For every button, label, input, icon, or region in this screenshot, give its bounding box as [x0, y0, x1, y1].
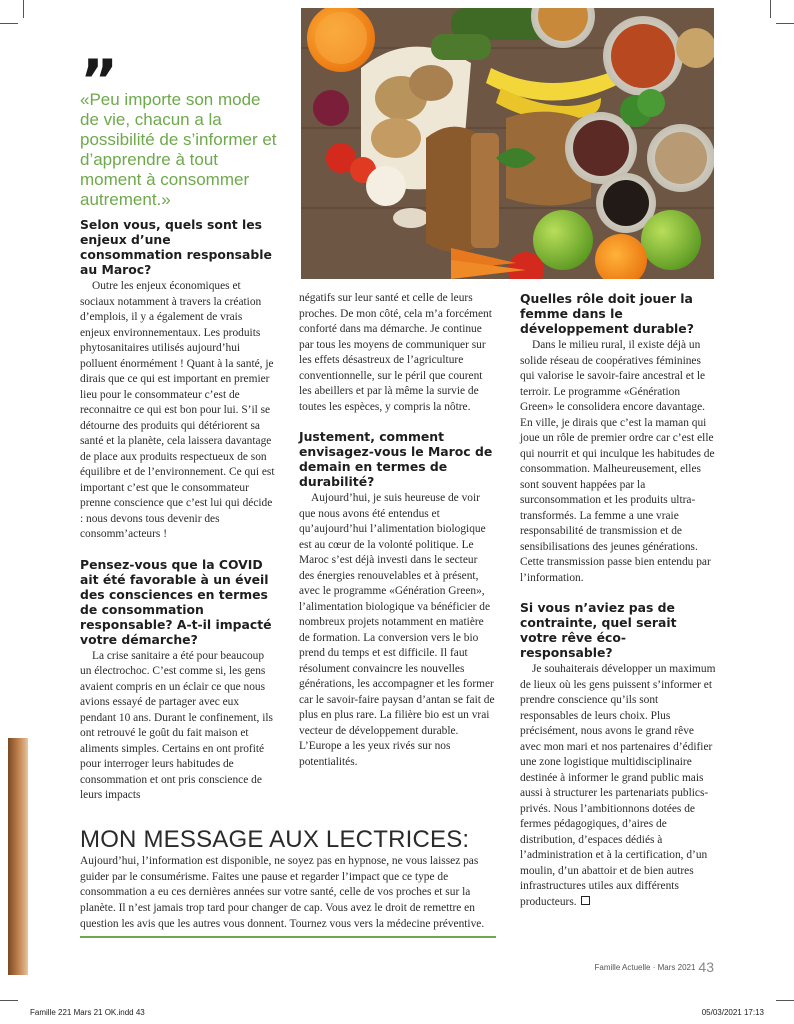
answer-paragraph: [520, 662, 716, 910]
pull-quote: «Peu importe son mode de vie, chacun a la possibilité de s’informer et d’apprendre à tout moment à consommer autrement.»: [80, 90, 277, 209]
magazine-name: Famille Actuelle · Mars 2021: [594, 963, 696, 972]
question-heading: Pensez-vous que la COVID ait été favorable à un éveil des consciences en termes de consommation responsable? A-t-il impacté votre démarche?: [80, 556, 272, 647]
food-photo: [301, 8, 714, 279]
crop-mark: [770, 0, 771, 18]
column-2: [299, 291, 495, 770]
adjacent-page-image: [8, 738, 28, 975]
crop-mark: [0, 1000, 18, 1001]
message-box: [80, 826, 496, 938]
answer-paragraph-continued: négatifs sur leur santé et celle de leurs proches. De mon côté, cela m’a forcément conforté dans ma démarche. Je continue par tous les moyens de communiquer sur les effets désastreux de l’agriculture conventionnelle, sur le péril que courent les abeillers et par là même la survie de toutes les espèces, y compris la nôtre.: [299, 292, 492, 413]
answer-paragraph: Dans le milieu rural, il existe déjà un solide réseau de coopératives féminines qui valorise le savoir-faire ancestral et le terroir. Le programme «Génération Green» le consolidera encore davantage. En ville, je dirais que c’est la maman qui joue un rôle de premier ordre car c’est elle qui nourrit et qui inculque les habitudes de consommation. Malheureusement, elles sont souvent happées par la surconsommation et les produits ultra-transformés. La femme a une vraie responsabilité de transmission et de sensibilisations des jeunes générations. Cette transmission passe bien entendu par l’information.: [520, 339, 715, 584]
column-3: [520, 291, 716, 910]
column-1: [80, 217, 275, 804]
question-heading: Quelles rôle doit jouer la femme dans le développement durable?: [520, 291, 694, 336]
question-heading: Si vous n’aviez pas de contrainte, quel serait votre rêve éco-responsable?: [520, 600, 677, 660]
print-slug-datetime: 05/03/2021 17:13: [701, 1008, 764, 1017]
answer-text: Je souhaiterais développer un maximum de lieux où les gens puissent s’informer et prendre conscience qu’ils sont responsables de leurs choix. Plus précisément, nous avons le grand rêve avec mon mari et nos partenaires d’édifier une zone logistique multidisciplinaire destinée à informer le grand public mais aussi à structurer les partenariats publics-privés. Nous l’ambitionnons dotées de fermes pédagogiques, d’aires de distribution, d’espaces dédiés à l’administration et à la certification, d’un moulin, d’un abattoir et de bien autres infrastructures utiles aux différents producteurs.: [520, 663, 716, 908]
end-of-article-icon: [581, 896, 590, 905]
message-text: Aujourd’hui, l’information est disponible, ne soyez pas en hypnose, ne vous laissez pas guider par le consumérisme. Faites une pause et regarder l’impact que ce type de consommation a eu ces dernières années sur votre santé, celle de vos proches et sur la planète. Il n’est jamais trop tard pour changer de cap. Vous avez le droit de remettre en question les avis que les autres vous donnent. Tournez vous vers la médecine préventive.: [80, 855, 485, 930]
crop-mark: [776, 1000, 794, 1001]
answer-paragraph: La crise sanitaire a été pour beaucoup un électrochoc. C’est comme si, les gens avaient compris en un éclair ce que nous avions essayé de partager avec eux pendant 10 ans. Durant le confinement, ils ont retrouvé le goût du fait maison et aliments simples. Certains en ont profité pour interroger leurs habitudes de consommation et ont pris conscience de leurs impacts: [80, 649, 273, 801]
quote-mark-icon: ”: [80, 47, 115, 115]
answer-paragraph: Outre les enjeux économiques et sociaux notamment à travers la création d’emplois, il y a également de vrais enjeux environnementaux. Les produits phytosanitaires utilisés aujourd’hui polluent énormément ! Quant à la santé, je dirais que ce qui est important en premier lieu pour le consommateur c’est de reconnaitre ce qui est bon pour lui. S’il se détourne des produits qui détériorent sa santé et la planète, cela laissera davantage de place aux produits respectueux de son équilibre et de l’environnement. Ce qui est important c’est que le consommateur prenne conscience que c’est lui qui décide : nous devons tous devenir des consomm’acteurs !: [80, 280, 275, 540]
crop-mark: [23, 0, 24, 18]
crop-mark: [776, 23, 794, 24]
page-folio: [594, 959, 714, 977]
question-heading: Selon vous, quels sont les enjeux d’une consommation responsable au Maroc?: [80, 217, 272, 277]
print-slug-file: Famille 221 Mars 21 OK.indd 43: [30, 1008, 145, 1017]
food-photo-illustration: [301, 8, 714, 279]
page-number: 43: [698, 959, 714, 975]
message-title: MON MESSAGE AUX LECTRICES:: [80, 826, 470, 853]
crop-mark: [0, 23, 18, 24]
answer-paragraph: Aujourd’hui, je suis heureuse de voir que nous avons été entendus et qu’aujourd’hui l’alimentation biologique est au cœur de la volonté politique. Le Maroc s’est déjà investi dans le secteur des énergies renouvelables et à présent, avec le programme «Génération Green», l’alimentation biologique va bénéficier de nombreux projets notamment en matière de formation. La conversion vers le bio prend du temps et est difficile. Il faut résolument convaincre les nouvelles générations, les accompagner et les former car le savoir-faire paysan d’antan se fait de plus en plus rare. La filière bio est un vrai vecteur de développement durable. L’Europe a les yeux rivés sur nos potentialités.: [299, 492, 495, 768]
message-rule: [80, 936, 496, 938]
question-heading: Justement, comment envisagez-vous le Maroc de demain en termes de durabilité?: [299, 429, 493, 489]
